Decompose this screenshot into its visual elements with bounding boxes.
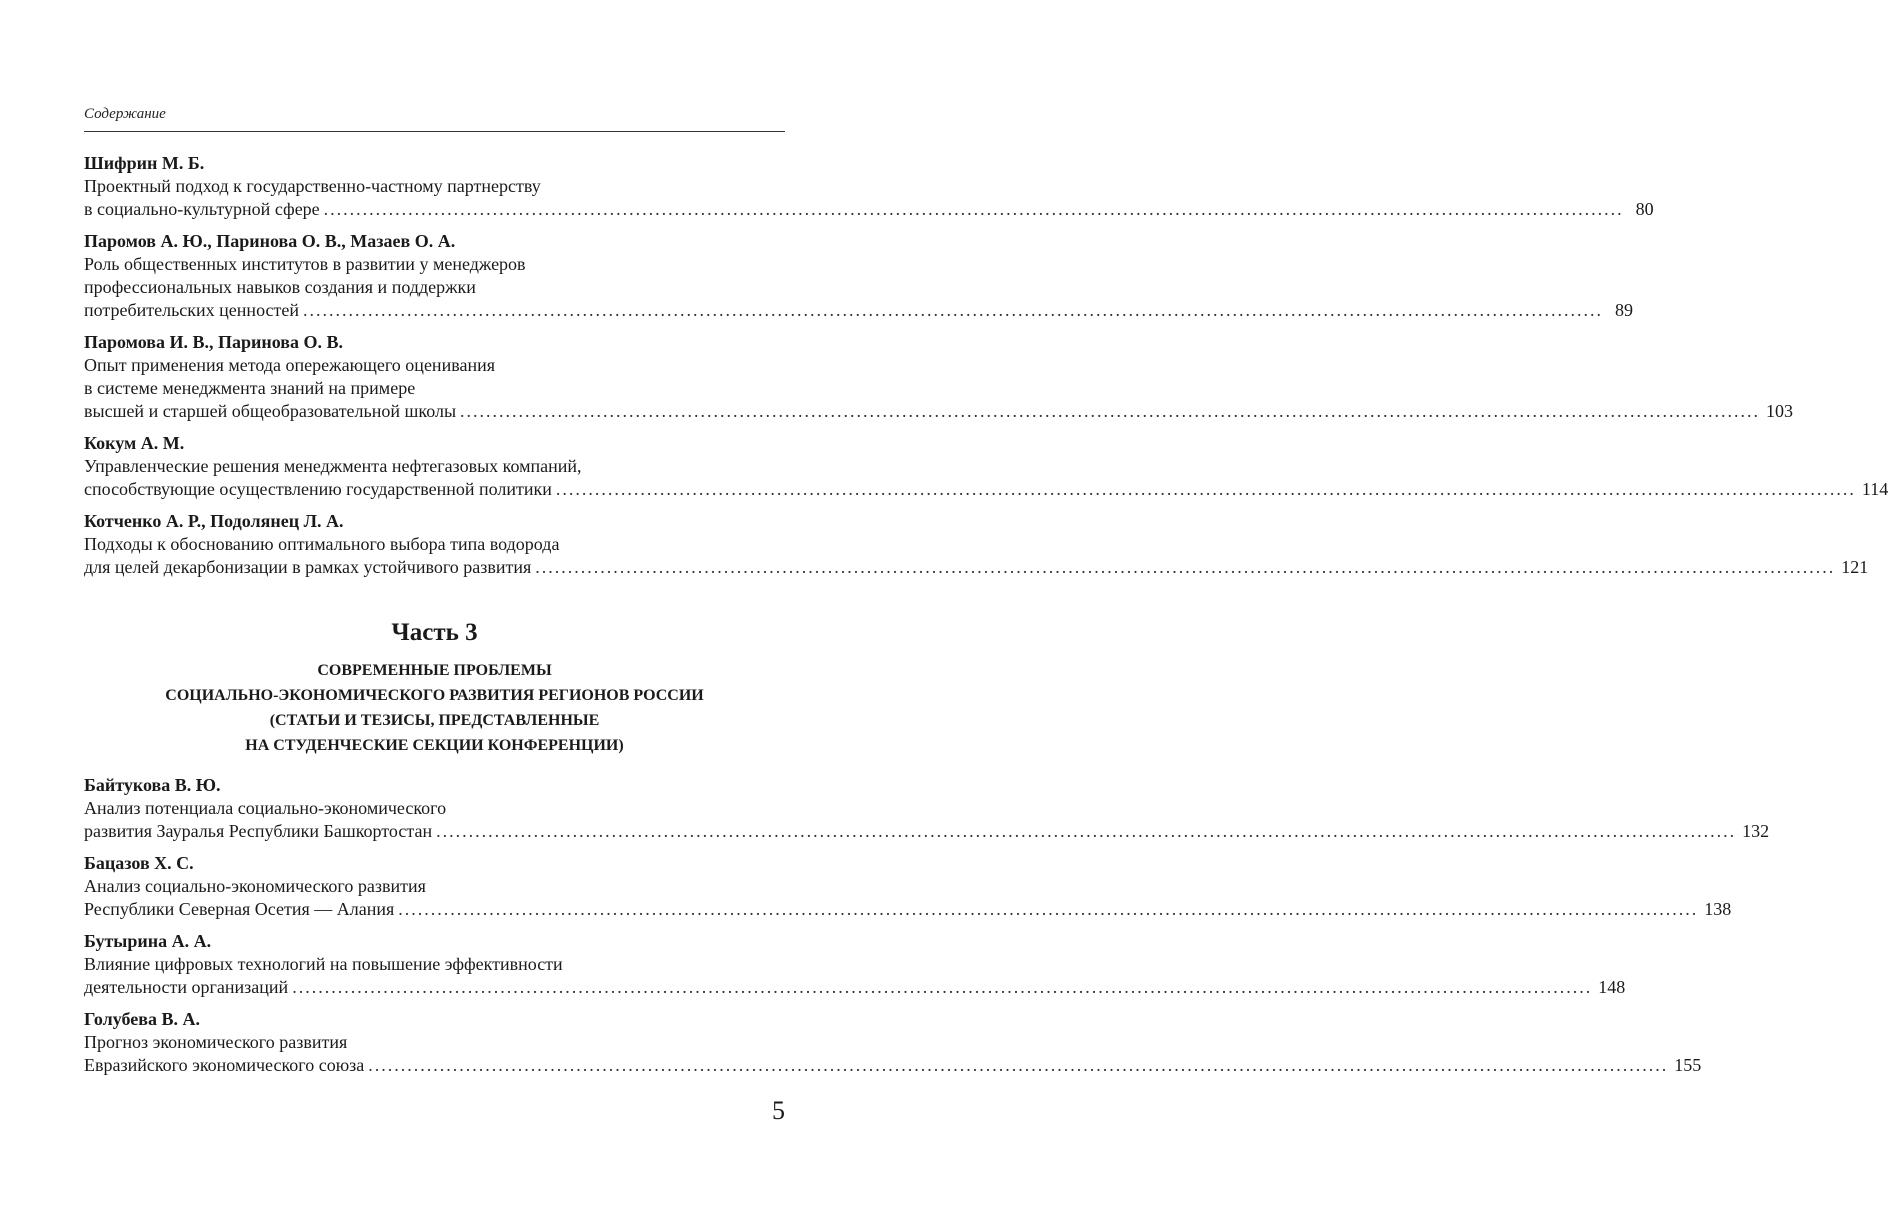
toc-entry-author: Байтукова В. Ю. bbox=[84, 775, 221, 795]
toc-entry-title-line: высшей и старшей общеобразовательной школы bbox=[84, 401, 457, 421]
toc-entry-title-line: Проектный подход к государственно-частному партнерству bbox=[84, 176, 541, 196]
dot-leader: ........................................................................................................................................................................................................ bbox=[460, 401, 1761, 421]
toc-entry-title-line: Опыт применения метода опережающего оценивания bbox=[84, 355, 495, 375]
toc-entry[interactable] bbox=[84, 1008, 1702, 1077]
toc-entry-page-number: 155 bbox=[1674, 1055, 1702, 1075]
toc-section-top bbox=[84, 152, 1888, 588]
toc-entry-title-line: развития Зауралья Республики Башкортостан bbox=[84, 821, 433, 841]
running-head: Содержание bbox=[84, 106, 166, 122]
toc-entry-author: Голубева В. А. bbox=[84, 1009, 200, 1029]
toc-entry-title-line: Анализ потенциала социально-экономического bbox=[84, 798, 447, 818]
toc-entry-title-line: Подходы к обоснованию оптимального выбора типа водорода bbox=[84, 534, 560, 554]
toc-entry-title-line: Республики Северная Осетия — Алания bbox=[84, 899, 395, 919]
toc-entry-last-line bbox=[84, 478, 1888, 501]
dot-leader: ........................................................................................................................................................................................................ bbox=[303, 300, 1603, 320]
toc-entry-page-number: 138 bbox=[1704, 899, 1732, 919]
toc-entry-author: Шифрин М. Б. bbox=[84, 153, 205, 173]
header-rule bbox=[84, 131, 785, 132]
part-heading bbox=[84, 618, 785, 758]
toc-entry-page-number: 148 bbox=[1598, 977, 1626, 997]
dot-leader: ........................................................................................................................................................................................................ bbox=[398, 899, 1699, 919]
toc-entry-title-line: потребительских ценностей bbox=[84, 300, 299, 320]
toc-entry[interactable] bbox=[84, 152, 1654, 221]
toc-entry-page-number: 114 bbox=[1861, 479, 1888, 499]
toc-entry-last-line bbox=[84, 1054, 1702, 1077]
toc-entry-last-line bbox=[84, 556, 1869, 579]
toc-entry-author: Кокум А. М. bbox=[84, 433, 185, 453]
toc-entry-page-number: 80 bbox=[1635, 199, 1654, 219]
toc-entry-title-line: Анализ социально-экономического развития bbox=[84, 876, 426, 896]
dot-leader: ........................................................................................................................................................................................................ bbox=[323, 199, 1624, 219]
dot-leader: ........................................................................................................................................................................................................ bbox=[555, 479, 1856, 499]
toc-section-bottom bbox=[84, 774, 1770, 1086]
toc-entry-title-line: Управленческие решения менеджмента нефтегазовых компаний, bbox=[84, 456, 582, 476]
toc-entry[interactable] bbox=[84, 852, 1732, 921]
toc-entry-author: Паромов А. Ю., Паринова О. В., Мазаев О. А. bbox=[84, 231, 456, 251]
dot-leader: ........................................................................................................................................................................................................ bbox=[368, 1055, 1669, 1075]
toc-entry-last-line bbox=[84, 198, 1654, 221]
toc-entry-author: Котченко А. Р., Подолянец Л. А. bbox=[84, 511, 344, 531]
toc-entry-page-number: 89 bbox=[1615, 300, 1633, 320]
dot-leader: ........................................................................................................................................................................................................ bbox=[535, 557, 1836, 577]
toc-entry-title-line: деятельности организаций bbox=[84, 977, 289, 997]
toc-entry-author: Паромова И. В., Паринова О. В. bbox=[84, 332, 344, 352]
part-title: Часть 3 bbox=[391, 619, 478, 646]
part-subtitle-line: НА СТУДЕНЧЕСКИЕ СЕКЦИИ КОНФЕРЕНЦИИ) bbox=[245, 737, 624, 754]
toc-entry-author: Бутырина А. А. bbox=[84, 931, 212, 951]
toc-entry-last-line bbox=[84, 820, 1770, 843]
toc-entry[interactable] bbox=[84, 930, 1626, 999]
toc-entry-title-line: для целей декарбонизации в рамках устойчивого развития bbox=[84, 557, 532, 577]
toc-entry-last-line bbox=[84, 898, 1732, 921]
part-subtitle-line: СОВРЕМЕННЫЕ ПРОБЛЕМЫ bbox=[317, 662, 552, 679]
toc-entry[interactable] bbox=[84, 331, 1794, 423]
toc-entry[interactable] bbox=[84, 774, 1770, 843]
part-subtitle-line: (СТАТЬИ И ТЕЗИСЫ, ПРЕДСТАВЛЕННЫЕ bbox=[269, 712, 600, 729]
toc-entry-last-line bbox=[84, 299, 1633, 322]
toc-entry-title-line: в социально-культурной сфере bbox=[84, 199, 320, 219]
toc-entry-page-number: 132 bbox=[1742, 821, 1770, 841]
toc-entry-author: Бацазов Х. С. bbox=[84, 853, 194, 873]
toc-entry-last-line bbox=[84, 976, 1626, 999]
toc-entry-title-line: профессиональных навыков создания и поддержки bbox=[84, 277, 476, 297]
toc-entry[interactable] bbox=[84, 432, 1888, 501]
dot-leader: ........................................................................................................................................................................................................ bbox=[292, 977, 1593, 997]
toc-entry-title-line: Евразийского экономического союза bbox=[84, 1055, 365, 1075]
toc-entry-last-line bbox=[84, 400, 1794, 423]
toc-entry-title-line: Влияние цифровых технологий на повышение эффективности bbox=[84, 954, 563, 974]
toc-entry-page-number: 121 bbox=[1841, 557, 1869, 577]
page-number: 5 bbox=[772, 1096, 785, 1125]
part-subtitle-line: СОЦИАЛЬНО-ЭКОНОМИЧЕСКОГО РАЗВИТИЯ РЕГИОНОВ РОССИИ bbox=[165, 687, 704, 704]
dot-leader: ........................................................................................................................................................................................................ bbox=[436, 821, 1737, 841]
toc-entry-title-line: в системе менеджмента знаний на примере bbox=[84, 378, 416, 398]
toc-entry-title-line: Прогноз экономического развития bbox=[84, 1032, 348, 1052]
toc-entry[interactable] bbox=[84, 510, 1869, 579]
toc-entry[interactable] bbox=[84, 230, 1633, 322]
toc-entry-title-line: Роль общественных институтов в развитии у менеджеров bbox=[84, 254, 526, 274]
toc-entry-page-number: 103 bbox=[1766, 401, 1794, 421]
toc-entry-title-line: способствующие осуществлению государственной политики bbox=[84, 479, 552, 499]
